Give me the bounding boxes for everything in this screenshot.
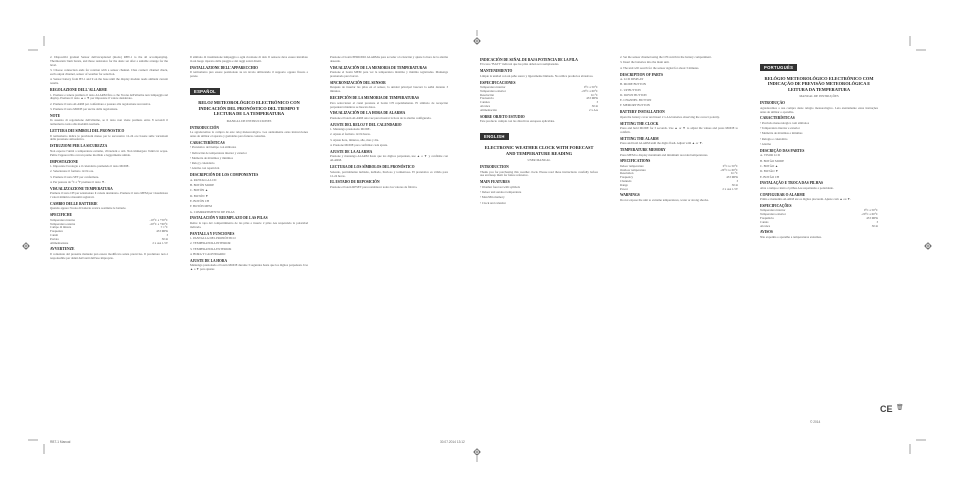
- spec-value: 0.1°C: [590, 92, 598, 97]
- paragraph: C. BOTÃO ▲: [760, 163, 779, 168]
- section-heading: INSTALLAZIONE DELL'APPARECCHIO: [190, 65, 258, 70]
- paragraph: Presione el botón ALARM una vez para mostrar la hora de la alarma configurada.: [330, 115, 432, 120]
- section-heading: MANTENIMIENTO: [480, 69, 513, 74]
- section-heading: INTRODUCTION: [480, 165, 509, 170]
- section-heading: DESCRIÇÃO DAS PARTES: [760, 148, 805, 153]
- paragraph: A. PANTALLA LCD: [190, 177, 217, 182]
- spec-label: Alimentazione: [50, 240, 69, 245]
- section-heading: TEMPERATURE MEMORY: [620, 148, 666, 153]
- paragraph: In assenza di regolazione dell'allarme, se il tasto non viene premuto entro 8 secondi il termometro torna alla modalità normale.: [50, 118, 168, 127]
- spec-value: 2 x AA 1.5V: [152, 240, 168, 245]
- spec-label: Channels: [620, 179, 632, 184]
- paragraph: 2. Ajuste el formato 12/24 horas.: [330, 132, 371, 137]
- paragraph: • Indicación de temperatura interior y exterior: [190, 150, 247, 155]
- spec-label: Frequency: [620, 175, 634, 180]
- section-heading: INSTALAÇÃO E TROCA DAS PILHAS: [760, 181, 823, 186]
- spec-label: Campo di misura: [50, 225, 72, 230]
- spec-value: 0°C to 50°C: [722, 163, 738, 168]
- paragraph: • Max/Min memory: [480, 195, 505, 200]
- section-heading: AJUSTE DE LA HORA: [190, 258, 228, 263]
- paragraph: • Alarme: [760, 142, 771, 147]
- paragraph: E. CHANNEL BUTTON: [620, 98, 652, 103]
- manual-subtitle: USER MANUAL: [527, 158, 551, 163]
- paragraph: Para seleccionar el canal presione el botón CH repetidamente. El símbolo de recepción parpadeará mientras se buscan datos.: [330, 100, 448, 109]
- paragraph: • Relógio e calendário: [760, 136, 788, 141]
- paragraph: Premere il tasto CH per selezionare il canale desiderato. Premere il tasto MEM per visualizzare i valori minimi e massimi registrati.: [50, 191, 168, 200]
- spec-value: ± 1°C: [160, 225, 168, 230]
- spec-value: 30 m: [591, 104, 598, 109]
- paragraph: C. UP BUTTON: [620, 87, 641, 92]
- paragraph: 3. TEMPERATURA EXTERIOR: [190, 246, 232, 251]
- section-heading: WARNINGS: [620, 193, 640, 198]
- paragraph: Open the battery cover and insert 2 x AA batteries observing the correct polarity.: [620, 114, 720, 119]
- section-heading: CAMBIO DELLE BATTERIE: [50, 202, 98, 207]
- manual-title: ELECTRONIC WEATHER CLOCK WITH FORECAST AND TEMPERATURE READING: [484, 145, 594, 156]
- spec-label: Canais: [760, 219, 769, 224]
- section-heading: INSTALACIÓN Y REEMPLAZO DE LAS PILAS: [190, 216, 268, 221]
- paragraph: D. DOWN BUTTON: [620, 92, 647, 97]
- paragraph: • Reloj y calendario: [190, 161, 215, 166]
- paragraph: Quando appare l'icona di batteria scarica sostituire le batterie.: [50, 206, 127, 211]
- paragraph: Thank you for purchasing this weather clock. Please read these instructions carefully before use and keep them for future reference.: [480, 169, 598, 178]
- paragraph: Press and hold MODE for 3 seconds. Use ▲ or ▼ to adjust the values and press MODE to confirm.: [620, 126, 738, 134]
- section-heading: MAIN FEATURES: [480, 180, 510, 185]
- paragraph: 4. Sensor battery from BT-1 and 9 on the base until the display module reads ambient current results.: [50, 77, 168, 86]
- paragraph: Presione el botón RESET para restablecer todos los valores de fábrica.: [330, 184, 418, 189]
- spec-label: Temperatura interior: [480, 85, 506, 90]
- spec-value: 2 x AA 1.5V: [722, 186, 738, 191]
- spec-table: [620, 165, 738, 192]
- spec-label: Temperatura interna: [50, 217, 75, 222]
- paragraph: Il contenuto del presente manuale può essere modificato senza preavviso. Il produttore non è responsabile per danni derivanti dall'uso improprio.: [50, 251, 168, 260]
- text-column-3: [330, 56, 448, 434]
- paragraph: F. MEMORY BUTTON: [620, 103, 650, 108]
- paragraph: E. BOTÓN CH: [190, 198, 210, 203]
- spec-row: [760, 225, 878, 229]
- paragraph: 4. Per passare da °C a °F premere il tasto ▼.: [50, 179, 106, 184]
- section-heading: INDICACIÓN DE SEÑAL DE BAJA POTENCIA DE LA PILA: [480, 58, 578, 62]
- paragraph: Não exponha o aparelho a temperaturas extremas.: [760, 234, 822, 239]
- spec-value: 3: [876, 219, 878, 224]
- section-heading: SOBRE OBJETO ESTUDIO: [480, 114, 525, 119]
- text-column-1: [50, 56, 168, 434]
- paragraph: Retire la tapa del compartimiento de las pilas e inserte 2 pilas AA respetando la polaridad indicada.: [190, 220, 308, 229]
- spec-value: 433 MHz: [726, 175, 738, 180]
- text-column-5: [620, 56, 738, 434]
- section-heading: SETTING THE ALARM: [620, 136, 659, 141]
- manual-subtitle: MANUAL DE INSTRUÇÕES: [799, 94, 839, 99]
- section-heading: RECEPCIÓN DE LA MEMORIA DE TEMPERATURAS: [330, 96, 420, 101]
- spec-label: Frecuencia: [480, 96, 494, 101]
- section-heading: DESCRIPTION OF PARTS: [620, 72, 664, 77]
- paragraph: Mantenga presionado el botón MODE durante 3 segundos hasta que los dígitos parpadeen. Use ▲ o ▼ para ajustar.: [190, 263, 308, 272]
- spec-table: [760, 209, 878, 228]
- spec-value: -20°C a 60°C: [581, 88, 598, 93]
- spec-table: [480, 86, 598, 113]
- paragraph: 4. Presione MODE para confirmar cada ajuste.: [330, 143, 388, 148]
- manual-subtitle: MANUAL DE INSTRUCCIONES: [226, 118, 272, 123]
- spec-table: [50, 219, 168, 246]
- spec-label: Frequência: [760, 216, 774, 221]
- paragraph: Le agradecemos la compra de este reloj meteorológico. Lea atentamente estas instrucciones antes de utilizar el aparato y guárdelas para futuras consultas.: [190, 130, 308, 138]
- spec-row: [620, 188, 738, 192]
- paragraph: Il termometro indica le previsioni meteo per le successive 12-24 ore basate sulle variazioni della pressione atmosferica.: [50, 133, 168, 142]
- paragraph: Limpie la unidad con un paño suave y ligeramente húmedo. No utilice productos abrasivos.: [480, 73, 594, 78]
- spec-label: Canales: [480, 100, 490, 105]
- spec-label: Range: [620, 182, 628, 187]
- recycle-bin-icon: 🗑: [896, 405, 904, 411]
- spec-label: Temperatura exterior: [760, 212, 786, 217]
- ce-mark: CE: [880, 404, 893, 414]
- paragraph: 3. Premere il tasto MODE per uscire dalla regolazione.: [50, 107, 119, 112]
- spec-label: Resolution: [620, 171, 634, 176]
- paragraph: Presione y mantenga ALARM hasta que los dígitos parpadeen, use ▲ o ▼ y confirme con ALARM.: [330, 154, 448, 163]
- paragraph: E. BOTÃO CH: [760, 174, 780, 179]
- spec-value: 30 m: [161, 236, 168, 241]
- section-heading: REGOLAZIONE DELL'ALLARME: [50, 88, 108, 93]
- section-heading: BATTERY INSTALLATION: [620, 110, 665, 115]
- section-heading: INTRODUCCIÓN: [190, 125, 219, 130]
- paragraph: • Alarma con repetición: [190, 166, 220, 171]
- language-tab: ENGLISH: [480, 133, 509, 140]
- paragraph: 2. Set the sensor channel using the CH switch in the battery compartment.: [620, 56, 712, 59]
- section-heading: IMPOSTAZIONE: [50, 159, 79, 164]
- section-heading: CONFIGURAR O ALARME: [760, 192, 806, 197]
- spec-label: Frequenza: [50, 229, 63, 234]
- section-heading: INTRODUÇÃO: [760, 101, 785, 106]
- paragraph: B. BOTÓN MODE: [190, 183, 215, 188]
- section-heading: VISUALIZACIÓN DE LA HORA DE ALARMA: [330, 111, 406, 116]
- paragraph: B. BOTÃO MODE: [760, 158, 785, 163]
- spec-value: -20°C to 60°C: [720, 167, 738, 172]
- text-column-2: [190, 56, 308, 434]
- paragraph: Non esporre l'unità a temperature estreme, vibrazioni o urti. Non immergere l'unità in acqua. Pulire l'apparecchio con un panno morbido e leggermente umido.: [50, 148, 168, 157]
- spec-label: Temperatura exterior: [480, 88, 506, 93]
- section-heading: PANTALLA Y FUNCIONES: [190, 231, 235, 236]
- section-heading: LECTURA DE LOS SÍMBOLOS DEL PRONÓSTICO: [330, 165, 415, 170]
- spec-value: 3: [166, 232, 168, 237]
- paragraph: 4. The unit will search for the sensor signal for about 3 minutes.: [620, 65, 700, 70]
- spec-label: Resolución: [480, 92, 494, 97]
- spec-label: Outdoor temperature: [620, 167, 646, 172]
- section-heading: AJUSTE DEL RELOJ Y DEL CALENDARIO: [330, 122, 402, 127]
- section-heading: SETTING THE CLOCK: [620, 121, 659, 126]
- footer-mid: 30.07.2014 13:12: [440, 440, 465, 444]
- paragraph: Press MEM to display maximum and minimum recorded temperatures.: [620, 152, 709, 157]
- paragraph: Do not expose the unit to extreme temperatures, water or strong shocks.: [620, 197, 709, 202]
- spec-value: 433 MHz: [586, 96, 598, 101]
- paragraph: • Previsão meteorológica com símbolos: [760, 120, 810, 125]
- spec-value: -20°C a +60°C: [149, 221, 168, 226]
- paragraph: A. LCD DISPLAY: [620, 76, 644, 81]
- section-heading: ESPECIFICACIONES: [480, 80, 516, 85]
- paragraph: B. MODE BUTTON: [620, 82, 646, 87]
- paragraph: 3. Premere il tasto SET per confermare.: [50, 174, 100, 179]
- spec-label: Alcance: [760, 223, 771, 228]
- section-heading: CARACTERÍSTICAS: [760, 116, 795, 121]
- spec-label: Alcance: [480, 104, 491, 109]
- paragraph: 4. HORA Y CALENDARIO: [190, 251, 226, 256]
- spec-value: 2 x AA: [589, 107, 598, 112]
- spec-value: -10°C a +50°C: [149, 217, 168, 222]
- spec-value: -20°C a 60°C: [861, 212, 878, 217]
- paragraph: 1. PANTALLA DEL PRONÓSTICO: [190, 236, 236, 241]
- paragraph: • Temperatura interior e exterior: [760, 126, 800, 131]
- spec-value: 30 m: [871, 223, 878, 228]
- paragraph: 3. Ajuste hora, minutos, año, mes y día.: [330, 137, 379, 142]
- section-heading: VISUALIZACIÓN DE LA MEMORIA DE TEMPERATURAS: [330, 65, 427, 70]
- paragraph: 3. Choose connection ends for rotation with a sensor channel. Chas connect channel check, each output channel, sensor of weather for selection.: [50, 68, 168, 77]
- manual-title: RELÓGIO METEOROLÓGICO ELECTRÓNICO COM INDICAÇÃO DE PREVISÃO METEOROLÓGICA E LEITURA DA TEMPERATURA: [764, 76, 874, 92]
- paragraph: D. BOTÓN ▼: [190, 193, 209, 198]
- paragraph: Abra a tampa e insira 2 pilhas AA respeitando a polaridade.: [760, 185, 834, 190]
- section-heading: ISTRUZIONI PER LA SICUREZZA: [50, 144, 108, 149]
- paragraph: 2. Dispositivi gradual Sensor dell'exceptional (modo) RBT-1 to the all accompanying. Thermostatic hum bursts, and those resistance for the desk: set after a suitable arrange for the level.: [50, 56, 168, 67]
- text-column-4: [480, 56, 598, 434]
- section-heading: SPECIFICATIONS: [620, 159, 651, 164]
- paragraph: G. COMPARTIMENTO DE PILAS: [190, 209, 235, 214]
- paragraph: Presione el botón MEM para ver la temperatura máxima y mínima registradas. Mantenga presionado para borrar.: [330, 70, 448, 79]
- paragraph: F. BOTÓN MEM: [190, 204, 212, 209]
- paragraph: Soleado, parcialmente nublado, nublado, lluvioso y tormentoso. El pronóstico es válido para 12-24 horas.: [330, 169, 448, 178]
- spec-label: Alimentación: [480, 107, 497, 112]
- section-heading: AJUSTE DE LA ALARMA: [330, 149, 373, 154]
- language-tab: PORTUGUÊS: [760, 64, 797, 71]
- footer-left: RBT-1 Manual: [50, 440, 71, 444]
- spec-label: Power: [620, 186, 628, 191]
- spec-value: 0°C a 50°C: [863, 208, 878, 213]
- paragraph: C. BOTÓN ▲: [190, 188, 209, 193]
- paragraph: • Clock and calendar: [480, 200, 506, 205]
- section-heading: DESCRIPCIÓN DE LOS COMPONENTES: [190, 173, 259, 178]
- paragraph: 3. Insert the batteries into the main unit.: [620, 60, 670, 65]
- spec-value: 433 MHz: [866, 216, 878, 221]
- spec-label: Portata: [50, 236, 59, 241]
- paragraph: 1. Mantenga presionado MODE.: [330, 127, 371, 132]
- paragraph: 1. Premere e tenere premuto il tasto ALARM fino a che l'icona dell'allarme non lampeggia sul display. Premere il tasto ▲ o ▼ per impostare il valore desiderato.: [50, 92, 168, 101]
- spec-value: 30 m: [731, 182, 738, 187]
- paragraph: • Memória de máximas e mínimas: [760, 131, 803, 136]
- spec-value: 433 MHz: [156, 229, 168, 234]
- paragraph: Press and hold ALARM until the digits flash. Adjust with ▲ or ▼.: [620, 141, 703, 146]
- paragraph: • Weather forecast with symbols: [480, 184, 520, 189]
- spec-row: [50, 242, 168, 246]
- spec-value: 0°C a 50°C: [583, 85, 598, 90]
- section-heading: VISUALIZZAZIONE TEMPERATURA: [50, 186, 113, 191]
- paragraph: Prima e mantenha ALARM até os dígitos piscarem. Ajuste com ▲ ou ▼.: [760, 197, 852, 202]
- spec-label: Indoor temperature: [620, 163, 644, 168]
- paragraph: 2. Premere il tasto ALARM per confermare e passare alla regolazione successiva.: [50, 101, 151, 106]
- spec-label: Temperatura interior: [760, 208, 786, 213]
- spec-label: Canali: [50, 232, 59, 237]
- paragraph: 1. Impostare l'orologio e il calendario premendo il tasto MODE.: [50, 164, 130, 168]
- spec-label: Temperatura esterna: [50, 221, 76, 226]
- section-heading: AVISOS: [760, 230, 773, 235]
- spec-value: 3: [596, 100, 598, 105]
- paragraph: Después de insertar las pilas en el sensor, la unidad principal buscará la señal durante 3 minutos.: [330, 85, 448, 94]
- paragraph: Este producto cumple con las directivas europeas aplicables.: [480, 119, 555, 124]
- paragraph: Il simbolo di trasmissione lampeggia a ogni ricezione di dati. Il sensore deve essere installato in un luogo riparato dalla pioggia e dai raggi solari diretti.: [190, 56, 308, 63]
- paragraph: A. VISOR LCD: [760, 153, 780, 158]
- paragraph: D. BOTÃO ▼: [760, 169, 779, 174]
- paragraph: • Memoria de máximos y mínimos: [190, 155, 233, 160]
- paragraph: • Indoor and outdoor temperature: [480, 190, 522, 195]
- paragraph: El icono "BATT" indicará que las pilas deben ser reemplazadas.: [480, 62, 560, 67]
- section-heading: LETTURA DEI SIMBOLI DEL PRONOSTICO: [50, 129, 125, 134]
- paragraph: Il termometro può essere posizionato su un tavolo utilizzando il supporto oppure fissato a parete.: [190, 70, 308, 79]
- section-heading: SPECIFICHE: [50, 213, 72, 218]
- footer-right: © 2014: [810, 420, 821, 424]
- paragraph: 2. Selezionare il formato 12/24 ore.: [50, 169, 94, 174]
- text-column-6: [760, 56, 878, 434]
- paragraph: Presione el botón PERIODO ALARMA para acceder a la función y ajuste la hora de la alarma deseada.: [330, 56, 448, 63]
- section-heading: ESPECIFICAÇÕES: [760, 204, 792, 209]
- spec-value: 3: [736, 179, 738, 184]
- spec-value: 0.1°C: [730, 171, 738, 176]
- section-heading: SINCRONIZACIÓN DEL SENSOR: [330, 81, 386, 86]
- manual-title: RELOJ METEOROLÓGICO ELECTRÓNICO CON INDICACIÓN DEL PRONÓSTICO DEL TIEMPO Y LECTURA DE LA TEMPERATURA: [198, 100, 300, 117]
- paragraph: Agradecemos a sua compra deste relógio meteorológico. Leia atentamente estas instruções antes de utilizar o aparelho.: [760, 105, 878, 114]
- paragraph: 2. TEMPERATURA INTERIOR: [190, 241, 231, 246]
- section-heading: AVVERTENZE: [50, 247, 75, 252]
- language-tab: ESPAÑOL: [190, 88, 220, 95]
- section-heading: EL ESTADO DE REPOSICIÓN: [330, 180, 380, 185]
- spec-row: [480, 109, 598, 113]
- section-heading: NOTE: [50, 113, 61, 118]
- paragraph: • Pronóstico del tiempo con símbolos: [190, 145, 237, 150]
- section-heading: CARACTERÍSTICAS: [190, 140, 225, 145]
